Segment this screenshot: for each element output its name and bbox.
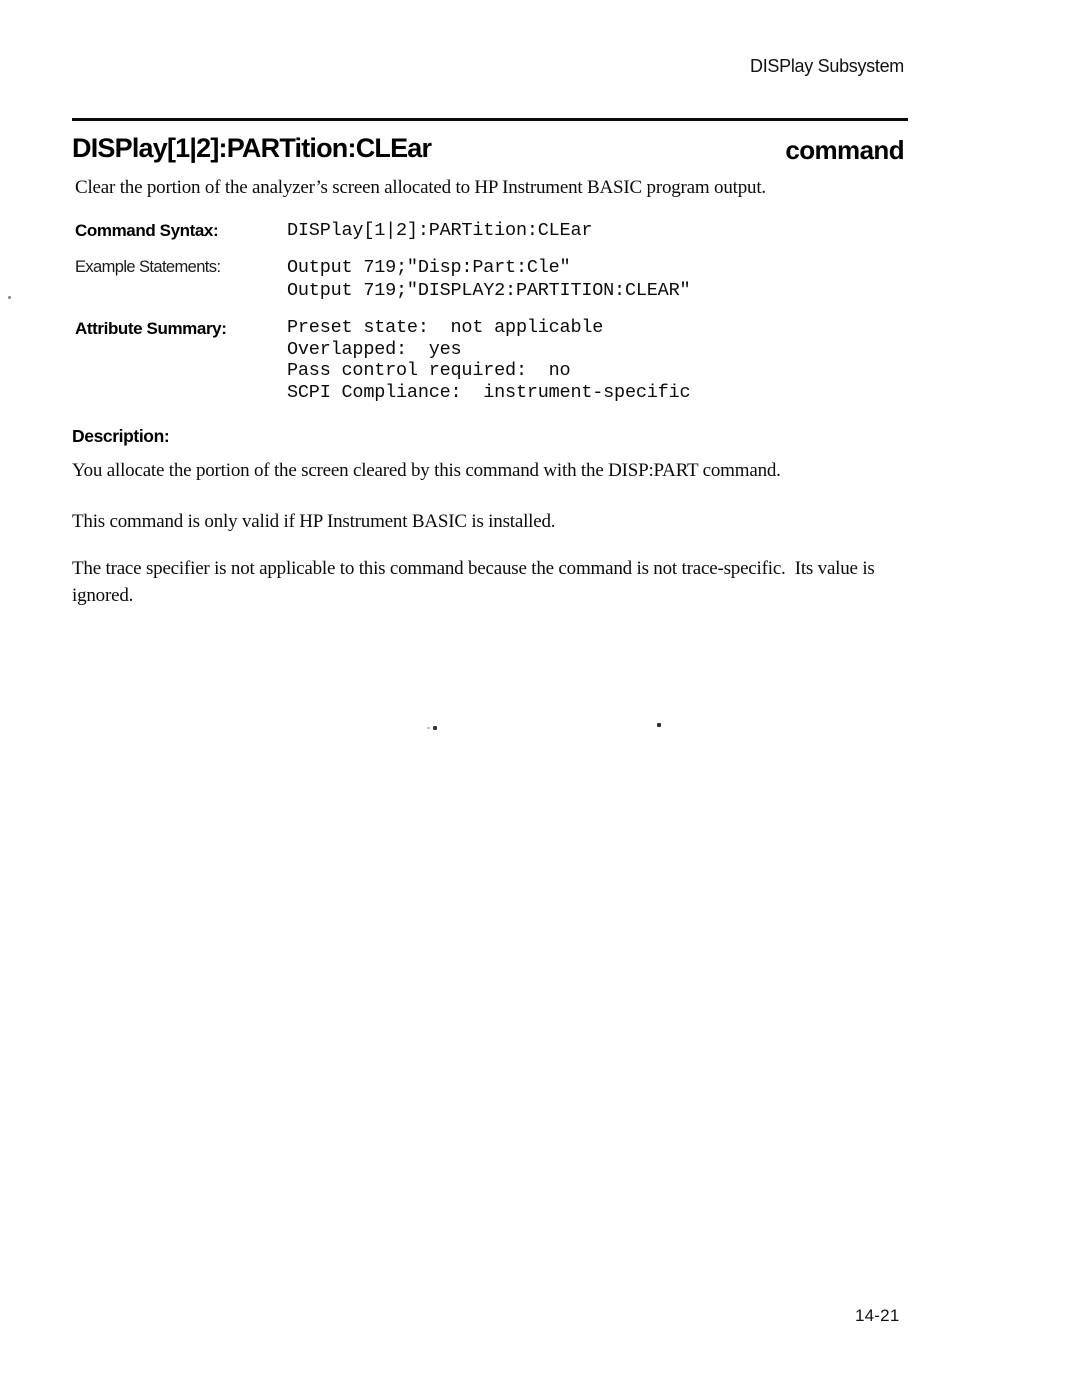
attribute-line: Overlapped: yes [287, 338, 462, 360]
page-number: 14-21 [855, 1306, 900, 1325]
description-paragraph: This command is only valid if HP Instrument BASIC is installed. [72, 511, 556, 532]
scan-speck [427, 727, 430, 729]
example-statement-line: Output 719;"Disp:Part:Cle" [287, 257, 571, 278]
attribute-line: Pass control required: no [287, 360, 571, 382]
description-paragraph: You allocate the portion of the screen cleared by this command with the DISP:PART command. [72, 460, 781, 481]
running-header: DISPlay Subsystem [750, 56, 904, 76]
command-syntax-label: Command Syntax: [75, 221, 219, 240]
scan-speck [8, 296, 11, 299]
description-paragraph: The trace specifier is not applicable to this command because the command is not trace-specific. Its value is ignored. [72, 558, 880, 606]
command-summary: Clear the portion of the analyzer’s screen allocated to HP Instrument BASIC program output. [75, 177, 766, 198]
attribute-line: Preset state: not applicable [287, 317, 604, 338]
scan-speck [433, 726, 437, 730]
scan-speck [657, 723, 661, 727]
command-title: DISPlay[1|2]:PARTition:CLEar [72, 133, 432, 163]
example-statement-line: Output 719;"DISPLAY2:PARTITION:CLEAR" [287, 280, 691, 302]
attribute-line: SCPI Compliance: instrument-specific [287, 382, 691, 404]
attribute-summary-label: Attribute Summary: [75, 319, 227, 338]
description-label: Description: [72, 426, 170, 446]
command-type-label: command [785, 135, 904, 165]
example-statements-value [287, 256, 690, 303]
header-rule [72, 118, 908, 121]
command-syntax-value: DISPlay[1|2]:PARTition:CLEar [287, 220, 593, 241]
example-statements-label: Example Statements: [75, 258, 221, 276]
attribute-summary-value [287, 317, 690, 404]
